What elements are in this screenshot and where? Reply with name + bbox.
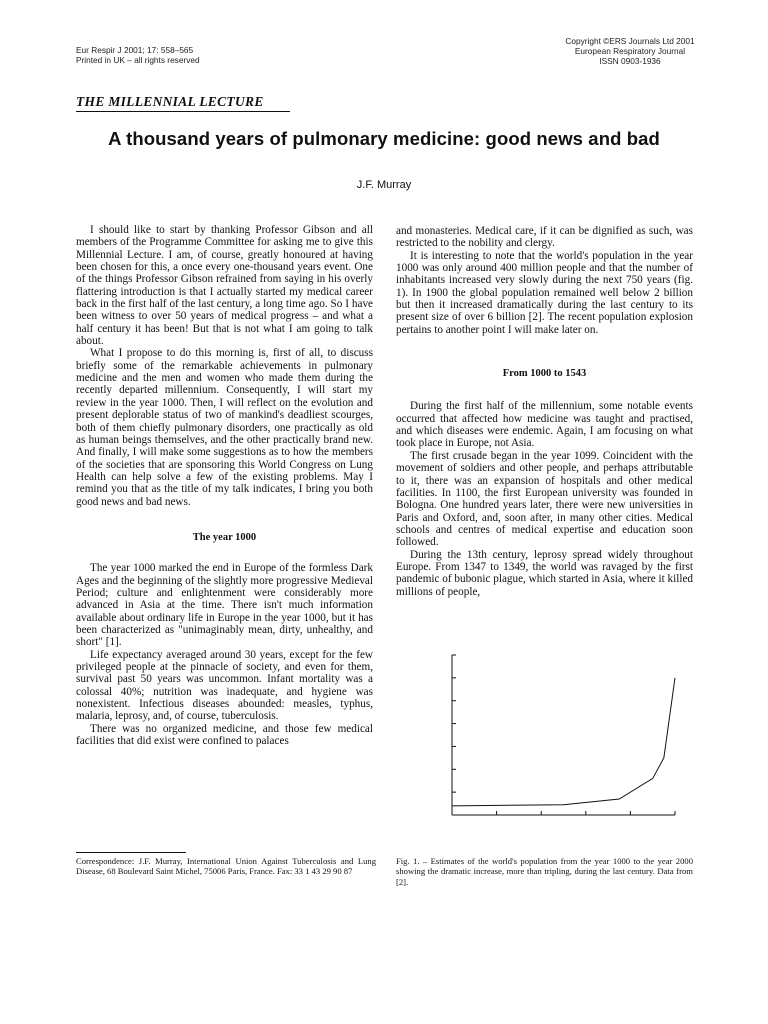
correspondence-footnote: Correspondence: J.F. Murray, International Union Against Tuberculosis and Lung Disease, 68 Boulevard Saint Michel, 75006 Paris, France. Fax: 33 1 43 29 90 87 bbox=[76, 856, 376, 877]
journal-name: European Respiratory Journal bbox=[574, 46, 686, 56]
paragraph: The first crusade began in the year 1099. Coincident with the movement of soldiers and other people, and perhaps attributable to it, there was an expansion of hospitals and other medical facilities. In 1100, the first European university was founded in Bologna. One hundred years later, there were new universities in Paris and Oxford, and, soon after, in many other cities. Medical schools and centres of medical expertise and education soon followed. bbox=[396, 449, 693, 549]
right-column bbox=[396, 225, 693, 598]
section-label-underline bbox=[76, 111, 290, 112]
figure-caption: Fig. 1. – Estimates of the world's population from the year 1000 to the year 2000 showing the dramatic increase, more than tripling, during the last century. Data from [2]. bbox=[396, 856, 693, 887]
section-heading: From 1000 to 1543 bbox=[502, 368, 587, 380]
article-author: J.F. Murray bbox=[356, 179, 412, 191]
journal-reference: Eur Respir J 2001; 17: 558–565 bbox=[76, 45, 194, 55]
section-heading: The year 1000 bbox=[192, 531, 257, 543]
paragraph: What I propose to do this morning is, first of all, to discuss briefly some of the remarkable achievements in pulmonary medicine and the men and women who made them during the recently departed millennium. Consequently, I will start my review in the year 1000. Then, I will reflect on the evolution and present deplorable status of two of mankind's deadliest scourges, both of them chiefly pulmonary disorders, one practically as old as human beings themselves, and the other practically brand new. And finally, I will make some suggestions as to how the members of the societies that are sponsoring this World Congress on Lung Health can help solve a few of the existing problems. May I remind you that as the title of my talk indicates, I bring you both good news and bad news. bbox=[76, 347, 373, 508]
footnote-divider bbox=[76, 852, 186, 853]
paragraph: During the first half of the millennium, some notable events occurred that affected how medicine was taught and practised, and which diseases were endemic. Again, I am focusing on what took place in Europe, not Asia. bbox=[396, 400, 693, 450]
paragraph: There was no organized medicine, and those few medical facilities that did exist were confined to palaces bbox=[76, 722, 373, 748]
copyright-line: Copyright ©ERS Journals Ltd 2001 bbox=[565, 36, 695, 46]
paragraph: Life expectancy averaged around 30 years, except for the few privileged people at the pinnacle of society, and even for them, survival past 50 years was uncommon. Infant mortality was a colossal 40%; nutrition was inadequate, and hygiene was nonexistent. Infectious diseases abounded: measles, typhus, malaria, leprosy, and, of course, tuberculosis. bbox=[76, 648, 373, 723]
paragraph: and monasteries. Medical care, if it can be dignified as such, was restricted to the nobility and clergy. bbox=[396, 225, 693, 250]
paragraph: The year 1000 marked the end in Europe of the formless Dark Ages and the beginning of the slightly more progressive Medieval Period; culture and enlightenment were considerably more advanced in Asia at the time. There isn't much information available about ordinary life in Europe in the year 1000, but it has been characterized as "unimaginably mean, dirty, unhealthy, and short" [1]. bbox=[76, 562, 373, 649]
population-chart bbox=[440, 650, 680, 825]
printed-note: Printed in UK – all rights reserved bbox=[76, 55, 200, 65]
paragraph: I should like to start by thanking Professor Gibson and all members of the Programme Committee for asking me to give this Millennial Lecture. I am, of course, greatly honoured at having been chosen for this, a once every one-thousand years event. One of the things Professor Gibson refrained from saying in his overly flattering introduction is that I actually started my medical career back in the first half of the last century, a long time ago. So I have been witness to over 50 years of medical progress – and what a half century it has been! But that is not what I am going to talk about. bbox=[76, 224, 373, 348]
paragraph: It is interesting to note that the world's population in the year 1000 was only around 400 million people and that the number of inhabitants increased very slowly during the next 750 years (fig. 1). In 1900 the global population remained well below 2 billion but then it increased dramatically during the last century to its present size of over 6 billion [2]. The recent population explosion pertains to another point I will make later on. bbox=[396, 249, 693, 336]
section-label: THE MILLENNIAL LECTURE bbox=[76, 94, 264, 109]
paragraph: During the 13th century, leprosy spread widely throughout Europe. From 1347 to 1349, the world was ravaged by the first pandemic of bubonic plague, which started in Asia, where it killed millions of people, bbox=[396, 548, 694, 598]
left-column bbox=[76, 224, 373, 747]
journal-citation bbox=[76, 45, 200, 65]
article-title: A thousand years of pulmonary medicine: good news and bad bbox=[108, 128, 660, 149]
population-line bbox=[452, 678, 675, 806]
copyright-block bbox=[520, 36, 740, 66]
issn: ISSN 0903-1936 bbox=[599, 56, 661, 66]
